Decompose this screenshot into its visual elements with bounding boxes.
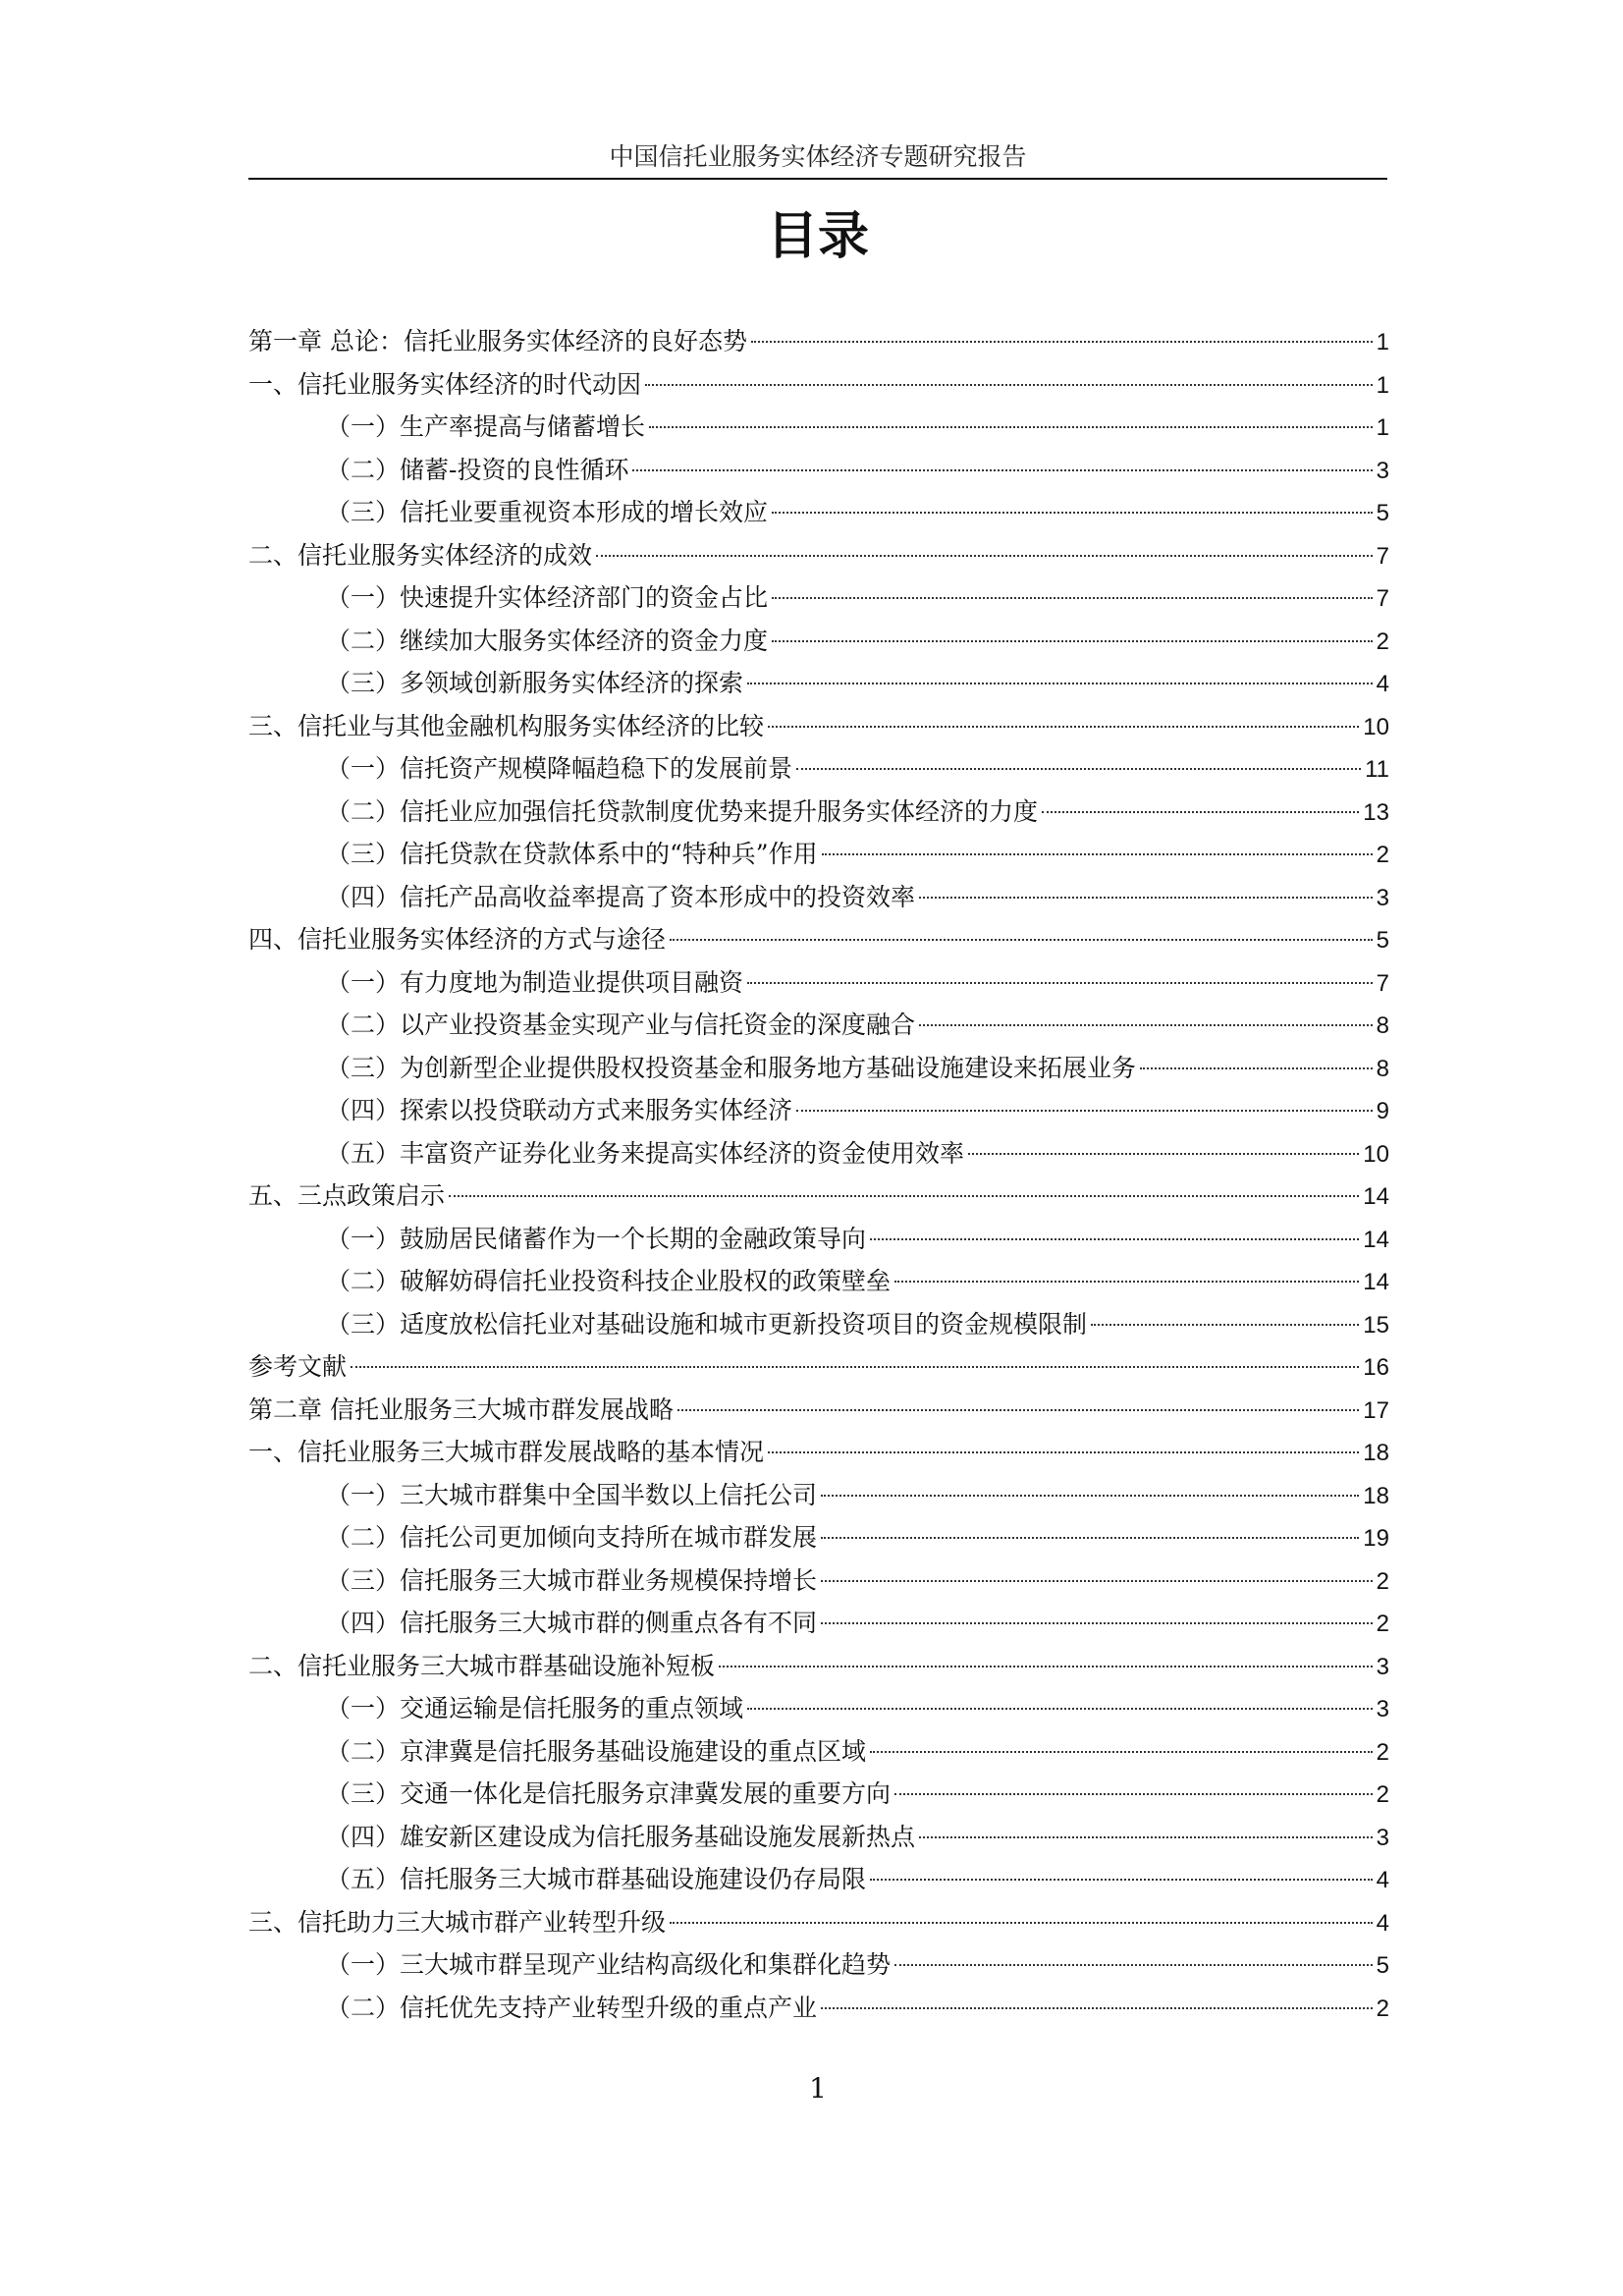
toc-entry-page-number: 8 xyxy=(1376,1012,1389,1039)
toc-entry-section[interactable] xyxy=(248,1175,1389,1218)
toc-entry-subsection[interactable] xyxy=(248,1218,1389,1261)
toc-entry-page-number: 11 xyxy=(1365,756,1389,783)
toc-entry-page-number: 18 xyxy=(1363,1482,1389,1509)
toc-entry-page-number: 4 xyxy=(1376,671,1389,697)
toc-entry-page-number: 2 xyxy=(1376,1611,1389,1637)
toc-dot-leader xyxy=(351,1366,1359,1368)
toc-dot-leader xyxy=(670,939,1373,941)
toc-entry-page-number: 2 xyxy=(1376,628,1389,655)
toc-entry-page-number: 7 xyxy=(1376,542,1389,570)
toc-dot-leader xyxy=(632,469,1372,471)
toc-entry-section[interactable] xyxy=(248,320,1389,363)
toc-entry-subsection[interactable] xyxy=(248,1559,1389,1603)
toc-entry-title: （一）生产率提高与储蓄增长 xyxy=(326,412,646,441)
toc-entry-subsection[interactable] xyxy=(248,833,1389,876)
toc-dot-leader xyxy=(894,1793,1373,1795)
toc-dot-leader xyxy=(751,341,1373,343)
toc-dot-leader xyxy=(449,1195,1359,1197)
toc-entry-title: （一）三大城市群集中全国半数以上信托公司 xyxy=(326,1480,818,1509)
toc-dot-leader xyxy=(747,683,1373,684)
toc-entry-subsection[interactable] xyxy=(248,1303,1389,1346)
table-of-contents xyxy=(248,320,1389,2029)
toc-entry-page-number: 18 xyxy=(1363,1440,1389,1466)
toc-dot-leader xyxy=(870,1879,1373,1881)
toc-entry-title: （四）探索以投贷联动方式来服务实体经济 xyxy=(326,1096,793,1124)
toc-dot-leader xyxy=(822,853,1373,855)
toc-entry-title: （一）信托资产规模降幅趋稳下的发展前景 xyxy=(326,754,793,783)
toc-entry-page-number: 2 xyxy=(1376,1781,1389,1808)
toc-entry-title: （一）鼓励居民储蓄作为一个长期的金融政策导向 xyxy=(326,1224,867,1253)
toc-entry-title: 二、信托业服务实体经济的成效 xyxy=(248,540,593,570)
toc-entry-subsection[interactable] xyxy=(248,1987,1389,2030)
toc-entry-page-number: 3 xyxy=(1376,1653,1389,1680)
toc-dot-leader xyxy=(772,597,1373,599)
toc-entry-title: 二、信托业服务三大城市群基础设施补短板 xyxy=(248,1651,716,1680)
toc-entry-page-number: 14 xyxy=(1363,1269,1389,1295)
toc-dot-leader xyxy=(919,1836,1373,1838)
toc-entry-subsection[interactable] xyxy=(248,662,1389,705)
toc-entry-title: 第一章 总论：信托业服务实体经济的良好态势 xyxy=(248,327,747,355)
toc-entry-page-number: 5 xyxy=(1376,927,1389,954)
toc-entry-title: 一、信托业服务三大城市群发展战略的基本情况 xyxy=(248,1438,765,1466)
toc-entry-title: （三）多领域创新服务实体经济的探索 xyxy=(326,669,744,697)
toc-dot-leader xyxy=(677,1409,1359,1411)
toc-entry-title: （三）交通一体化是信托服务京津冀发展的重要方向 xyxy=(326,1779,892,1808)
toc-entry-section[interactable] xyxy=(248,918,1389,961)
toc-dot-leader xyxy=(821,1580,1373,1582)
toc-entry-subsection[interactable] xyxy=(248,576,1389,620)
toc-entry-page-number: 7 xyxy=(1376,969,1389,997)
toc-entry-subsection[interactable] xyxy=(248,1730,1389,1774)
toc-entry-title: 三、信托助力三大城市群产业转型升级 xyxy=(248,1907,667,1937)
toc-dot-leader xyxy=(1042,811,1359,813)
header-rule xyxy=(248,178,1387,180)
toc-entry-title: （二）信托公司更加倾向支持所在城市群发展 xyxy=(326,1523,818,1552)
toc-dot-leader xyxy=(768,726,1359,728)
toc-entry-subsection[interactable] xyxy=(248,961,1389,1005)
toc-entry-page-number: 8 xyxy=(1376,1055,1389,1082)
toc-entry-subsection[interactable] xyxy=(248,876,1389,919)
toc-entry-page-number: 4 xyxy=(1376,1909,1389,1937)
toc-entry-page-number: 2 xyxy=(1376,842,1389,868)
page-title: 目录 xyxy=(766,207,869,266)
toc-entry-page-number: 3 xyxy=(1376,457,1389,484)
toc-entry-page-number: 5 xyxy=(1376,500,1389,526)
toc-dot-leader xyxy=(796,768,1361,770)
toc-entry-subsection[interactable] xyxy=(248,491,1389,534)
toc-entry-page-number: 4 xyxy=(1376,1867,1389,1893)
toc-entry-subsection[interactable] xyxy=(248,1474,1389,1517)
toc-dot-leader xyxy=(670,1922,1373,1924)
toc-entry-page-number: 17 xyxy=(1363,1396,1389,1424)
toc-entry-subsection[interactable] xyxy=(248,1260,1389,1303)
toc-entry-subsection[interactable] xyxy=(248,1516,1389,1559)
toc-entry-section[interactable] xyxy=(248,363,1389,407)
toc-dot-leader xyxy=(919,1024,1373,1026)
toc-entry-title: （五）信托服务三大城市群基础设施建设仍存局限 xyxy=(326,1865,867,1893)
toc-entry-title: （三）适度放松信托业对基础设施和城市更新投资项目的资金规模限制 xyxy=(326,1309,1088,1339)
toc-entry-page-number: 3 xyxy=(1376,1696,1389,1722)
toc-entry-title: （三）信托服务三大城市群业务规模保持增长 xyxy=(326,1565,818,1595)
toc-entry-section[interactable] xyxy=(248,1645,1389,1688)
toc-entry-title: （三）信托贷款在贷款体系中的“特种兵”作用 xyxy=(326,840,818,868)
page-number: 1 xyxy=(809,2072,827,2105)
toc-entry-subsection[interactable] xyxy=(248,747,1389,791)
toc-entry-subsection[interactable] xyxy=(248,1773,1389,1816)
toc-entry-page-number: 2 xyxy=(1376,1567,1389,1595)
toc-entry-page-number: 16 xyxy=(1363,1354,1389,1381)
toc-dot-leader xyxy=(821,1495,1359,1497)
toc-dot-leader xyxy=(719,1666,1373,1667)
toc-entry-subsection[interactable] xyxy=(248,406,1389,449)
toc-entry-page-number: 14 xyxy=(1363,1226,1389,1253)
toc-entry-section[interactable] xyxy=(248,705,1389,748)
toc-dot-leader xyxy=(894,1281,1359,1283)
toc-entry-page-number: 5 xyxy=(1376,1952,1389,1979)
toc-entry-page-number: 3 xyxy=(1376,1824,1389,1851)
toc-entry-title: （二）继续加大服务实体经济的资金力度 xyxy=(326,626,769,655)
toc-entry-title: （一）交通运输是信托服务的重点领域 xyxy=(326,1694,744,1722)
toc-entry-page-number: 1 xyxy=(1376,329,1389,355)
toc-dot-leader xyxy=(821,2007,1373,2009)
toc-entry-section[interactable] xyxy=(248,1389,1389,1432)
running-header: 中国信托业服务实体经济专题研究报告 xyxy=(609,142,1027,171)
toc-entry-page-number: 19 xyxy=(1363,1525,1389,1552)
toc-dot-leader xyxy=(596,555,1373,557)
toc-entry-page-number: 13 xyxy=(1363,798,1389,826)
toc-entry-title: （一）三大城市群呈现产业结构高级化和集群化趋势 xyxy=(326,1950,892,1979)
toc-entry-page-number: 9 xyxy=(1376,1098,1389,1124)
toc-dot-leader xyxy=(821,1622,1373,1624)
toc-entry-section[interactable] xyxy=(248,534,1389,577)
toc-entry-title: （四）信托产品高收益率提高了资本形成中的投资效率 xyxy=(326,882,916,911)
toc-entry-section[interactable] xyxy=(248,1431,1389,1474)
toc-entry-page-number: 15 xyxy=(1363,1311,1389,1339)
toc-entry-title: （二）京津冀是信托服务基础设施建设的重点区域 xyxy=(326,1736,867,1766)
toc-dot-leader xyxy=(747,1708,1373,1710)
toc-entry-subsection[interactable] xyxy=(248,1004,1389,1047)
toc-dot-leader xyxy=(919,897,1373,899)
toc-dot-leader xyxy=(1140,1067,1373,1069)
toc-entry-title: 五、三点政策启示 xyxy=(248,1181,446,1210)
toc-entry-title: （二）储蓄-投资的良性循环 xyxy=(326,455,629,484)
toc-dot-leader xyxy=(821,1537,1359,1539)
toc-entry-subsection[interactable] xyxy=(248,791,1389,834)
toc-entry-title: （二）信托优先支持产业转型升级的重点产业 xyxy=(326,1993,818,2022)
toc-dot-leader xyxy=(645,384,1373,386)
toc-entry-title: （一）有力度地为制造业提供项目融资 xyxy=(326,967,744,997)
toc-entry-subsection[interactable] xyxy=(248,1602,1389,1645)
toc-dot-leader xyxy=(1091,1324,1359,1326)
toc-dot-leader xyxy=(968,1153,1359,1155)
toc-entry-page-number: 14 xyxy=(1363,1183,1389,1210)
toc-entry-subsection[interactable] xyxy=(248,1816,1389,1859)
toc-dot-leader xyxy=(772,640,1373,642)
toc-entry-page-number: 2 xyxy=(1376,1738,1389,1766)
toc-entry-title: 第二章 信托业服务三大城市群发展战略 xyxy=(248,1394,674,1424)
toc-dot-leader xyxy=(747,982,1373,984)
toc-dot-leader xyxy=(894,1964,1373,1966)
toc-entry-title: （四）信托服务三大城市群的侧重点各有不同 xyxy=(326,1609,818,1637)
toc-entry-page-number: 1 xyxy=(1376,414,1389,441)
toc-entry-subsection[interactable] xyxy=(248,1047,1389,1090)
toc-entry-page-number: 7 xyxy=(1376,585,1389,612)
toc-entry-title: 参考文献 xyxy=(248,1352,348,1381)
toc-dot-leader xyxy=(768,1451,1359,1453)
toc-entry-subsection[interactable] xyxy=(248,1943,1389,1987)
toc-entry-title: （三）信托业要重视资本形成的增长效应 xyxy=(326,498,769,526)
toc-entry-section[interactable] xyxy=(248,1901,1389,1944)
toc-entry-title: （二）信托业应加强信托贷款制度优势来提升服务实体经济的力度 xyxy=(326,796,1039,826)
toc-entry-subsection[interactable] xyxy=(248,620,1389,663)
toc-entry-section[interactable] xyxy=(248,1345,1389,1389)
toc-entry-title: 四、信托业服务实体经济的方式与途径 xyxy=(248,925,667,954)
toc-entry-title: 三、信托业与其他金融机构服务实体经济的比较 xyxy=(248,711,765,740)
toc-entry-subsection[interactable] xyxy=(248,449,1389,492)
toc-entry-subsection[interactable] xyxy=(248,1132,1389,1175)
toc-dot-leader xyxy=(649,426,1373,428)
toc-dot-leader xyxy=(772,512,1373,514)
toc-dot-leader xyxy=(870,1751,1373,1753)
toc-entry-title: （四）雄安新区建设成为信托服务基础设施发展新热点 xyxy=(326,1822,916,1851)
toc-entry-title: （三）为创新型企业提供股权投资基金和服务地方基础设施建设来拓展业务 xyxy=(326,1053,1137,1082)
toc-dot-leader xyxy=(796,1110,1373,1112)
toc-entry-title: （五）丰富资产证券化业务来提高实体经济的资金使用效率 xyxy=(326,1138,965,1168)
toc-entry-subsection[interactable] xyxy=(248,1089,1389,1132)
toc-entry-title: （二）破解妨碍信托业投资科技企业股权的政策壁垒 xyxy=(326,1267,892,1295)
toc-entry-subsection[interactable] xyxy=(248,1858,1389,1901)
toc-entry-subsection[interactable] xyxy=(248,1687,1389,1730)
toc-entry-title: （一）快速提升实体经济部门的资金占比 xyxy=(326,583,769,612)
toc-entry-page-number: 2 xyxy=(1376,1995,1389,2022)
toc-entry-page-number: 10 xyxy=(1363,713,1389,740)
toc-entry-page-number: 1 xyxy=(1376,371,1389,399)
toc-entry-page-number: 10 xyxy=(1363,1140,1389,1168)
toc-entry-page-number: 3 xyxy=(1376,884,1389,911)
toc-entry-title: 一、信托业服务实体经济的时代动因 xyxy=(248,369,642,399)
toc-entry-title: （二）以产业投资基金实现产业与信托资金的深度融合 xyxy=(326,1011,916,1039)
toc-dot-leader xyxy=(870,1238,1359,1240)
